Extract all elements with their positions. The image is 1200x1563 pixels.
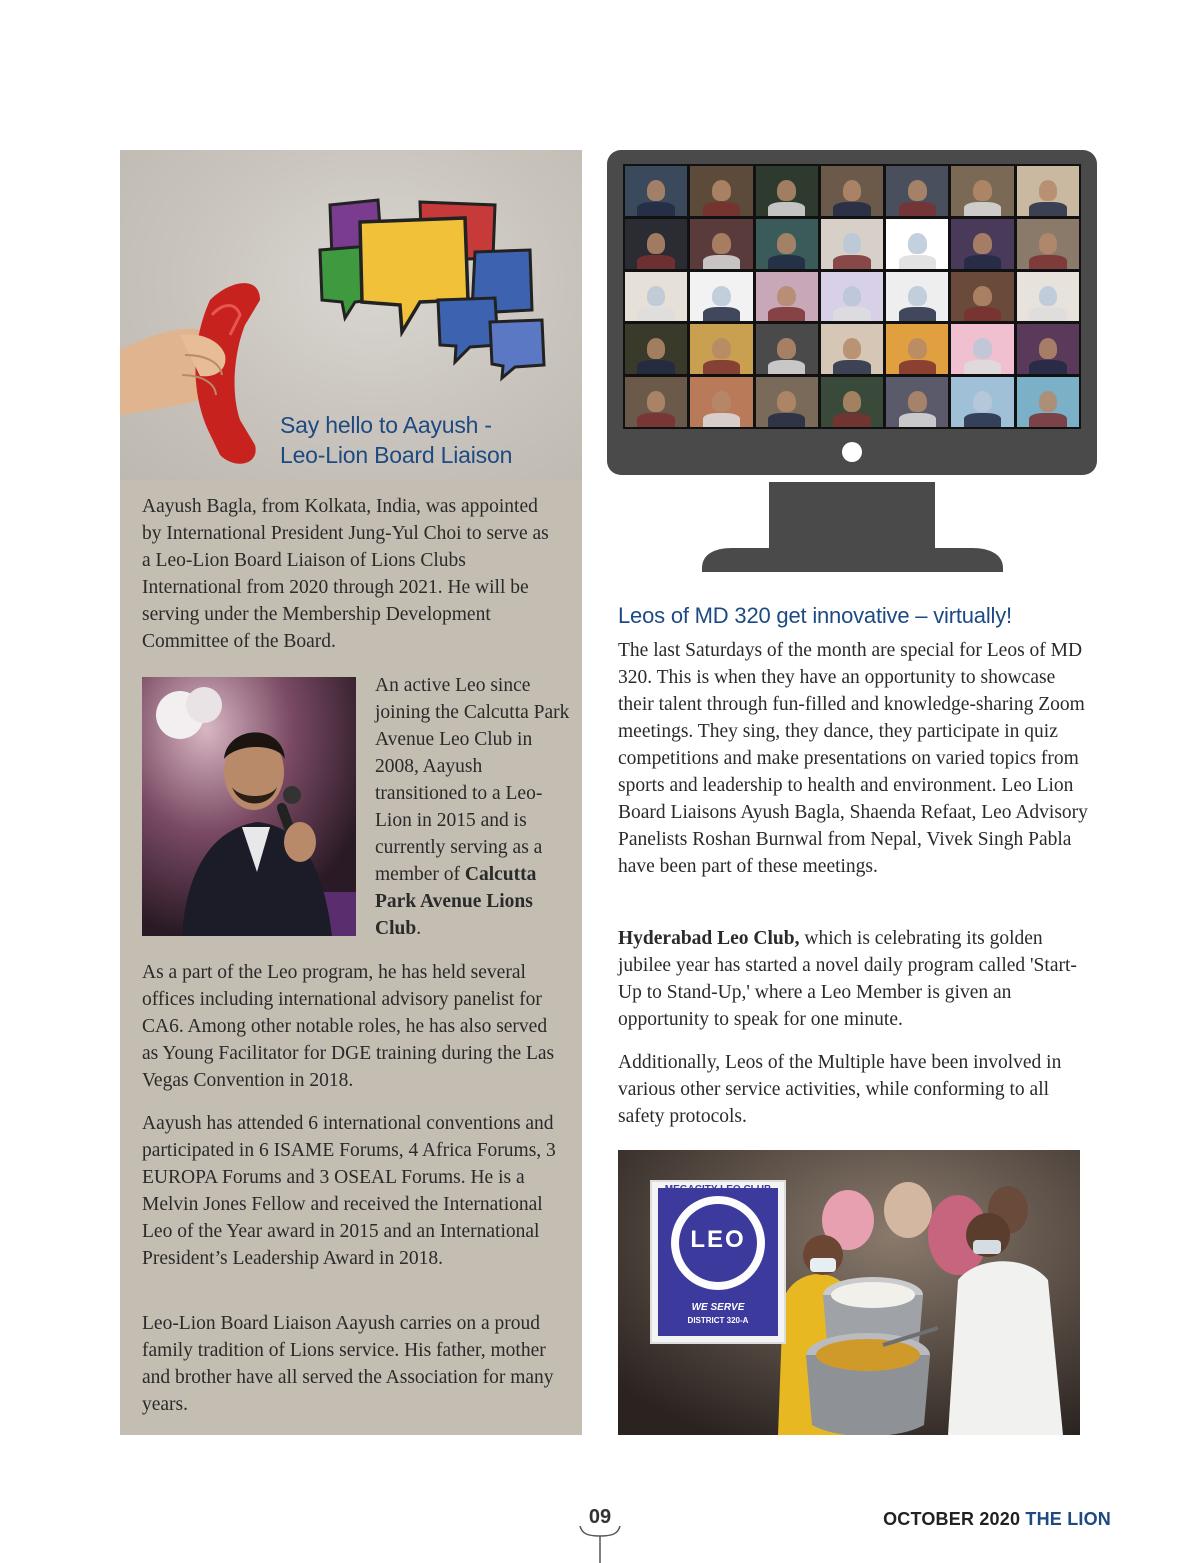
participant-avatar-icon <box>1039 233 1058 254</box>
banner-leo-letters: LEO <box>690 1226 746 1253</box>
video-tile <box>756 324 818 374</box>
participant-avatar-icon <box>1039 286 1058 307</box>
participant-body-icon <box>703 255 740 269</box>
service-activities-paragraph: Additionally, Leos of the Multiple have been involved in various other service activities, while conforming to all safety protocols. <box>618 1052 1062 1127</box>
article-title <box>280 410 512 470</box>
participant-avatar-icon <box>908 391 927 412</box>
video-tile <box>951 377 1013 427</box>
video-tile <box>690 272 752 322</box>
participant-avatar-icon <box>647 391 666 412</box>
participant-body-icon <box>637 360 674 374</box>
issue-footer <box>883 1509 1111 1530</box>
participant-avatar-icon <box>712 180 731 201</box>
participant-body-icon <box>899 307 936 321</box>
leo-history-paragraph <box>375 672 570 942</box>
participant-body-icon <box>768 360 805 374</box>
video-tile <box>756 166 818 216</box>
participant-avatar-icon <box>908 180 927 201</box>
participant-avatar-icon <box>777 233 796 254</box>
video-tile <box>690 377 752 427</box>
participant-body-icon <box>637 202 674 216</box>
participant-avatar-icon <box>712 391 731 412</box>
participant-body-icon <box>833 307 870 321</box>
participant-avatar-icon <box>1039 391 1058 412</box>
video-tile <box>821 166 883 216</box>
conventions-paragraph: Aayush has attended 6 international conventions and participated in 6 ISAME Forums, 4 Africa Forums, 3 EUROPA Forums and 3 OSEAL Forums. He is a Melvin Jones Fellow and received the International Leo of the Year award in 2015 and an International President’s Leadership Award in 2018. <box>142 1113 556 1269</box>
video-tile <box>821 377 883 427</box>
leo-history-end: . <box>416 918 422 939</box>
participant-avatar-icon <box>777 180 796 201</box>
participant-body-icon <box>1029 307 1066 321</box>
banner-motto: WE SERVE <box>691 1302 745 1313</box>
participant-avatar-icon <box>973 233 992 254</box>
video-tile <box>951 272 1013 322</box>
participant-body-icon <box>899 202 936 216</box>
video-tile <box>951 324 1013 374</box>
video-tile <box>821 272 883 322</box>
article-title-line-2: Leo-Lion Board Liaison <box>280 442 513 468</box>
video-tile <box>951 219 1013 269</box>
magazine-name: THE LION <box>1025 1509 1111 1529</box>
participant-avatar-icon <box>908 338 927 359</box>
participant-body-icon <box>899 413 936 427</box>
video-tile <box>951 166 1013 216</box>
video-tile <box>625 166 687 216</box>
aayush-speaking-photo <box>142 677 356 936</box>
participant-body-icon <box>1029 202 1066 216</box>
video-call-grid <box>623 164 1081 429</box>
banner-district: DISTRICT 320-A <box>687 1316 749 1325</box>
hyderabad-club-name: Hyderabad Leo Club, <box>618 928 800 949</box>
participant-avatar-icon <box>973 180 992 201</box>
zoom-meetings-paragraph: The last Saturdays of the month are special for Leos of MD 320. This is when they have an opportunity to showcase their talent through fun-filled and knowledge-sharing Zoom meetings. They sing, they dance, they participate in quiz competitions and make presentations on varied topics from sports and leadership to health and environment. Leo Lion Board Liaisons Ayush Bagla, Shaenda Refaat, Leo Advisory Panelists Roshan Burnwal from Nepal, Vivek Singh Pabla have been part of these meetings. <box>618 640 1088 877</box>
family-tradition-paragraph: Leo-Lion Board Liaison Aayush carries on a proud family tradition of Lions service. His father, mother and brother have all served the Association for many years. <box>142 1313 554 1415</box>
participant-avatar-icon <box>777 286 796 307</box>
participant-body-icon <box>964 202 1001 216</box>
participant-avatar-icon <box>843 338 862 359</box>
participant-avatar-icon <box>843 391 862 412</box>
video-tile <box>756 377 818 427</box>
participant-body-icon <box>964 360 1001 374</box>
participant-body-icon <box>1029 360 1066 374</box>
participant-avatar-icon <box>1039 338 1058 359</box>
participant-avatar-icon <box>973 286 992 307</box>
participant-avatar-icon <box>973 391 992 412</box>
video-tile <box>886 166 948 216</box>
participant-avatar-icon <box>712 286 731 307</box>
aayush-profile-panel <box>120 150 582 1435</box>
video-tile <box>625 272 687 322</box>
participant-body-icon <box>833 255 870 269</box>
participant-body-icon <box>703 202 740 216</box>
participant-avatar-icon <box>973 338 992 359</box>
participant-body-icon <box>899 360 936 374</box>
megacity-leo-club-banner <box>650 1180 786 1344</box>
participant-avatar-icon <box>647 338 666 359</box>
hyderabad-club-text: which is celebrating its golden jubilee year has started a novel daily program called 'Start-Up to Stand-Up,' where a Leo Member is given an opportunity to speak for one minute. <box>618 928 1077 1030</box>
video-tile <box>886 219 948 269</box>
participant-avatar-icon <box>647 233 666 254</box>
banner-club-name: MEGACITY LEO CLUB <box>664 1184 772 1195</box>
participant-avatar-icon <box>712 233 731 254</box>
video-tile <box>1017 219 1079 269</box>
speech-bubbles-icon <box>320 200 544 378</box>
video-tile <box>625 324 687 374</box>
video-tile <box>1017 272 1079 322</box>
participant-body-icon <box>637 413 674 427</box>
participant-body-icon <box>703 413 740 427</box>
participant-body-icon <box>899 255 936 269</box>
leo-history-text: An active Leo since joining the Calcutta Park Avenue Leo Club in 2008, Aayush transitioned to a Leo-Lion in 2015 and is currently serving as a member of <box>375 675 570 885</box>
participant-body-icon <box>703 360 740 374</box>
video-tile <box>690 166 752 216</box>
participant-body-icon <box>833 413 870 427</box>
article-title-line-1: Say hello to Aayush - <box>280 412 492 438</box>
video-tile <box>886 324 948 374</box>
participant-body-icon <box>768 413 805 427</box>
participant-body-icon <box>768 255 805 269</box>
video-tile <box>1017 324 1079 374</box>
participant-body-icon <box>703 307 740 321</box>
video-tile <box>1017 166 1079 216</box>
hero-illustration <box>120 150 582 480</box>
video-tile <box>821 324 883 374</box>
video-tile <box>886 377 948 427</box>
participant-body-icon <box>1029 413 1066 427</box>
participant-body-icon <box>964 413 1001 427</box>
zoom-meeting-monitor-graphic <box>607 150 1097 572</box>
participant-avatar-icon <box>777 338 796 359</box>
video-tile <box>625 219 687 269</box>
participant-avatar-icon <box>843 233 862 254</box>
issue-date: OCTOBER 2020 <box>883 1509 1026 1529</box>
video-tile <box>1017 377 1079 427</box>
video-tile <box>756 272 818 322</box>
participant-body-icon <box>637 255 674 269</box>
leo-program-paragraph: As a part of the Leo program, he has held several offices including international advisory panelist for CA6. Among other notable roles, he has also served as Young Facilitator for DGE training during the Las Vegas Convention in 2018. <box>142 962 555 1091</box>
participant-avatar-icon <box>647 180 666 201</box>
section-heading: Leos of MD 320 get innovative – virtually! <box>618 603 1012 628</box>
participant-avatar-icon <box>647 286 666 307</box>
video-tile <box>756 219 818 269</box>
phone-handset-icon <box>120 283 260 464</box>
participant-body-icon <box>964 255 1001 269</box>
participant-avatar-icon <box>777 391 796 412</box>
participant-avatar-icon <box>908 233 927 254</box>
participant-avatar-icon <box>843 180 862 201</box>
participant-body-icon <box>1029 255 1066 269</box>
video-tile <box>821 219 883 269</box>
intro-paragraph: Aayush Bagla, from Kolkata, India, was appointed by International President Jung-Yul Choi to serve as a Leo-Lion Board Liaison of Lions Clubs International from 2020 through 2021. He will be serving under the Membership Development Committee of the Board. <box>142 496 549 652</box>
page-number-bracket-icon <box>578 1526 622 1563</box>
video-tile <box>625 377 687 427</box>
participant-avatar-icon <box>843 286 862 307</box>
participant-body-icon <box>768 202 805 216</box>
participant-body-icon <box>833 360 870 374</box>
participant-body-icon <box>833 202 870 216</box>
participant-avatar-icon <box>908 286 927 307</box>
participant-body-icon <box>964 307 1001 321</box>
participant-avatar-icon <box>1039 180 1058 201</box>
participant-body-icon <box>768 307 805 321</box>
video-tile <box>690 219 752 269</box>
video-tile <box>690 324 752 374</box>
page-number: 09 <box>588 1506 612 1528</box>
video-tile <box>886 272 948 322</box>
hyderabad-club-paragraph <box>618 925 1088 1033</box>
participant-body-icon <box>637 307 674 321</box>
club-name: Calcutta Park Avenue Lions Club <box>375 864 537 939</box>
participant-avatar-icon <box>712 338 731 359</box>
food-distribution-photo <box>618 1150 1080 1435</box>
